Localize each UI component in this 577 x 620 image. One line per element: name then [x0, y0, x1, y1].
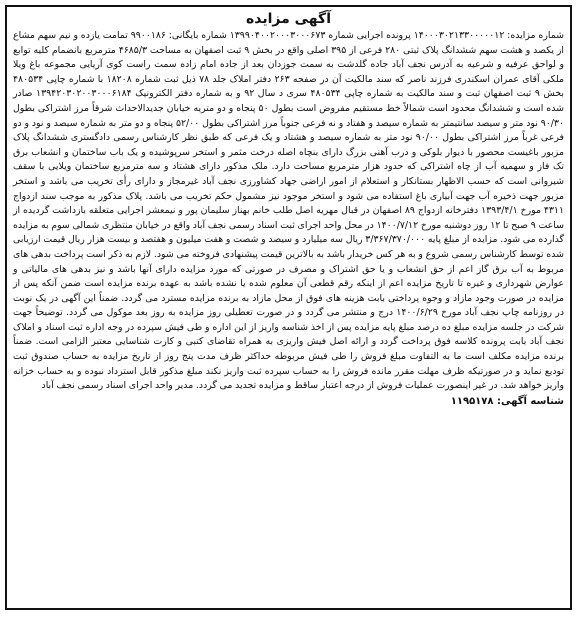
notice-frame: [5, 5, 572, 610]
notice-title: آگهی مزایده: [245, 11, 331, 27]
ad-code-value: ۱۱۹۵۱۷۸: [450, 395, 494, 407]
ad-code-line: [13, 395, 564, 409]
ad-code-label: شناسه آگهی:: [496, 395, 564, 407]
notice-body: شماره مزایده: ۱۴۰۰۰۳۰۲۱۳۳۰۰۰۰۰۱۲ پرونده اجرایی شماره ۱۳۹۹۰۴۰۰۲۰۰۰۳۰۰۰۶۷۳ شماره بایگانی: ۹۹۰۰۱۸۶ تمامت یازده و نیم سهم مشاع از یکصد و هشت سهم ششدانگ پلاک ثبتی ۲۸۰ فرعی از ۳۹۵ اصلی واقع در بخش ۹ ثبت اصفهان به مساحت ۴۶۸۵/۳ مترمربع بانضمام کلیه توابع و لواحق عرفیه و شرعیه به آدرس نجف آباد جاده گلدشت به سمت جوزدان بعد از جاده امام زاده سمت راست کوی آریایی مجموعه باغ ویلا ملکی آقای عمران اسکندری فرزند ناصر که سند مالکیت آن در صفحه ۲۶۳ دفتر املاک جلد ۷۸ ذیل ثبت شماره ۱۸۲۰۸ با شماره چاپی ۴۸۰۵۳۴ بخش ۹ ثبت اصفهان ثبت و سند مالکیت به شماره چاپی ۴۸۰۵۳۴ سری د سال ۹۲ و به شماره دفتر الکترونیک ۱۳۹۴۲۰۳۰۲۰۰۳۰۰۰۶۱۸۴ صادر شده است و ششدانگ محدود است شمالاً خط مستقیم مفروض است بطول ۵۰ پنجاه و دو متریه خیابان جدیدالاحداث شرقاً مرز اشتراکی بطول ۹۰/۳۰ نود متر و سیصد سانتیمتر به شماره سیصد و هفتاد و نه فرعی جنوباً مرز اشتراکی بطول ۵۲/۰۰ پنجاه و دو متر به شماره سیصد و نود و دو فرعی غرباً مرز اشتراکی بطول ۹۰/۰۰ نود متر به شماره سیصد و هشتاد و یک فرعی که طبق نظر کارشناس رسمی دادگستری ششدانگ پلاک مزبور باغیست محصور با دیوار بلوکی و درب آهنی بزرگ دارای بنچاه اصله درخت مثمر و استخر سرپوشیده و یک باب ساختمان و انشعاب برق تک فاز و سهمیه آب از چاه اشتراکی که حدود هزار مترمربع مساحت دارد. ملک مذکور دارای هشتاد و سه مترمربع ساختمان ویلایی با سقف شیروانی است که حسب الاظهار بستانکار و استعلام از امور اراضی جهاد کشاورزی نجف آباد غیرمجاز و دارای رأی تخریب می باشد و استخر مزبور جهت ذخیره آب جهت آبیاری باغ استفاده می شود و استخر موجود نیز مشمول حکم تخریب می باشد. پلاک مذکور به موجب سند ازدواج ۴۳۱۱ مورخ ۱۳۹۳/۴/۱ دفترخانه ازدواج ۸۹ اصفهان در قبال مهریه اصل طلب خانم بهناز سلیمان پور و نیمعشر اجرایی متعلقه بازداشت گردیده از ساعت ۹ صبح تا ۱۲ روز دوشنبه مورخ ۱۴۰۰/۷/۱۲ در محل واحد اجرای ثبت اسناد رسمی نجف آباد واقع در خیابان منتظری شمالی سوم به مزایده گذارده می شود. مزایده از مبلغ پایه ۳/۳۶۷/۳۷۰/۰۰۰ ریال سه میلیارد و سیصد و شصت و هفت میلیون و هفتصد و بیست هزار ریال قیمت ارزیابی شده توسط کارشناس رسمی شروع و به هر کس خریدار باشد به بالاترین قیمت پیشنهادی فروخته می شود. لازم به ذکر است پرداخت بدهی های مربوط به آب برق گاز اعم از حق انشعاب و یا حق اشتراک و مصرف در صورتی که مورد مزایده دارای آنها باشد و نیز بدهی های مالیاتی و عوارض شهرداری و غیره تا تاریخ مزایده اعم از اینکه رقم قطعی آن معلوم شده یا نشده باشد به عهده برنده مزایده است ضمن آنکه پس از مزایده در صورت وجود مازاد و وجوه پرداختی بابت هزینه های فوق از محل مازاد به برنده مزایده مسترد می گردد. ضمناً این آگهی در یک نوبت در روزنامه چاپ نجف آباد مورخ ۱۴۰۰/۶/۲۹ درج و منتشر می گردد و در صورت تعطیلی روز مزایده به روز بعد موکول می گردد. توضیحاً جهت شرکت در جلسه مزایده مبلغ ده درصد مبلغ پایه مزایده پس از اخذ شناسه واریز از این اداره و طی فیش سپرده در وجه اداره ثبت اسناد و املاک نجف آباد بابت پرونده کلاسه فوق پرداخت گردد و ارائه اصل فیش واریزی به همراه تقاضای کتبی و کارت شناسایی معتبر الزامی است. ضمناً برنده مزایده مکلف است ما به التفاوت مبلغ فروش را طی فیش مربوطه حداکثر ظرف مدت پنج روز از تاریخ مزایده به حساب صندوق ثبت تودیع نماید و در صورتیکه ظرف مهلت مقرر مانده فروش را به حساب سپرده ثبت واریز نکند مبلغ مذکور قابل استرداد نبوده و به حساب خزانه واریز خواهد شد. در غیر اینصورت عملیات فروش از درجه اعتبار ساقط و مزایده تجدید می گردد. مدیر واحد اجرای اسناد رسمی نجف آباد: [13, 30, 565, 392]
